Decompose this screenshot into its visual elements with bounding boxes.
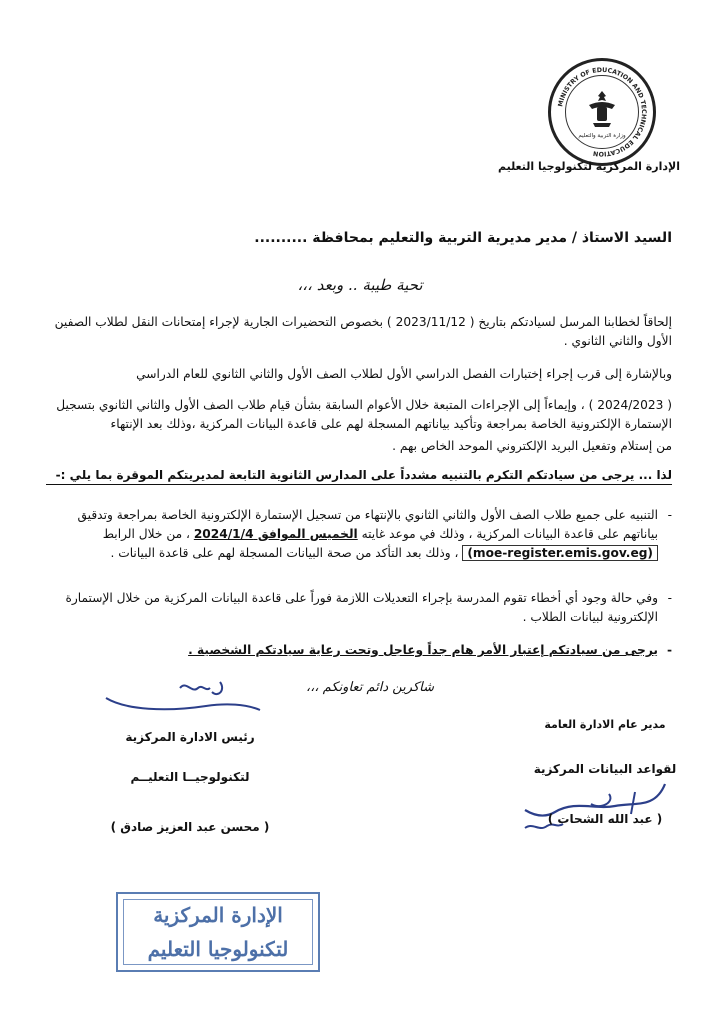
left-signatory-name: ( محسن عبد العزيز صادق ) <box>110 820 270 834</box>
stamp-line-1: الإدارة المركزية <box>153 903 283 927</box>
paragraph-1: إلحاقاً لخطابنا المرسل لسيادتكم بتاريخ ( 2023/11/12 ) بخصوص التحضيرات الجارية لإجراء إمتحانات النقل لطلاب الصفين الأول والثاني الثانوي . <box>54 315 672 348</box>
paragraph-4: من إستلام وتفعيل البريد الإلكتروني الموحد الخاص بهم . <box>392 439 672 453</box>
right-handwritten-signature <box>505 772 675 842</box>
salutation: السيد الاستاذ / مدير مديرية التربية والتعليم بمحافظة .......... <box>254 230 672 246</box>
department-header: الإدارة المركزية لتكنولوجيا التعليم <box>497 160 680 173</box>
closing-remark: شاكرين دائم تعاونكم ،،، <box>306 680 434 695</box>
stamp-inner-border <box>123 899 313 965</box>
left-signatory-subtitle: لتكنولوجيــا التعليــم <box>130 770 250 784</box>
bullet-item-2: - وفي حالة وجود أي أخطاء تقوم المدرسة بإجراء التعديلات اللازمة فوراً على قاعدة البيانات المركزية من خلال الإستمارة الإلكترونية لبيانات الطلاب . <box>60 589 672 627</box>
request-heading: لذا ... يرجى من سيادتكم التكرم بالتنبيه مشدداً على المدارس الثانوية التابعة لمديريتكم الموقرة بما يلي :- <box>46 468 672 485</box>
bullet-1-text-3: ، وذلك بعد التأكد من صحة البيانات المسجلة لهم على قاعدة البيانات . <box>110 546 459 560</box>
registration-link[interactable]: (moe-register.emis.gov.eg) <box>462 545 658 561</box>
greeting: تحية طيبة .. وبعد ،،، <box>297 276 423 294</box>
official-stamp <box>116 892 320 972</box>
seal-inner-ring <box>565 75 639 149</box>
right-signatory-subtitle: لقواعد البيانات المركزية <box>533 762 677 776</box>
paragraph-3: ( 2024/2023 ) ، وإيماءاً إلى الإجراءات المتبعة خلال الأعوام السابقة بشأن قيام طلاب الصف الأول والثاني الثانوي بتسجيل الإستمارة الإلكترونية الخاصة بمراجعة وتأكيد بياناتهم المسجلة لهم على قاعدة البيانات المركزية ،وذلك بعد الإنتهاء <box>56 398 672 431</box>
seal-inner-text: وزارة التربية والتعليم <box>578 133 626 139</box>
left-handwritten-signature <box>100 676 270 726</box>
bullet-item-3 <box>60 641 672 660</box>
bullet-3-text: يرجى من سيادتكم إعتبار الأمر هام جداً وعاجل وتحت رعاية سيادتكم الشخصية . <box>188 643 658 657</box>
left-signatory-title: رئيس الادارة المركزية <box>125 730 255 744</box>
bullet-1-text: التنبيه على جميع طلاب الصف الأول والثاني الثانوي بالإنتهاء من تسجيل الإستمارة الإلكترونية الخاصة بمراجعة وتدقيق بياناتهم على قاعدة البيانات المركزية ، وذلك في موعد غايته <box>77 508 658 541</box>
stamp-line-2: لتكنولوجيا التعليم <box>147 937 289 961</box>
seal-outer-text: MINISTRY OF EDUCATION AND TECHNICAL EDUCATION <box>557 66 648 158</box>
bullet-item-1 <box>60 506 672 563</box>
right-signatory-name: ( عبد الله الشحات ) <box>547 812 663 826</box>
ministry-seal <box>548 58 656 166</box>
bullet-1-text-2: ، من خلال الرابط <box>102 527 190 541</box>
right-signatory-title: مدير عام الادارة العامة <box>544 718 666 731</box>
paragraph-2: وبالإشارة إلى قرب إجراء إختبارات الفصل الدراسي الأول لطلاب الصف الأول والثاني الثانوي للعام الدراسي <box>136 367 672 381</box>
deadline-date: الخميس الموافق 2024/1/4 <box>193 527 358 541</box>
